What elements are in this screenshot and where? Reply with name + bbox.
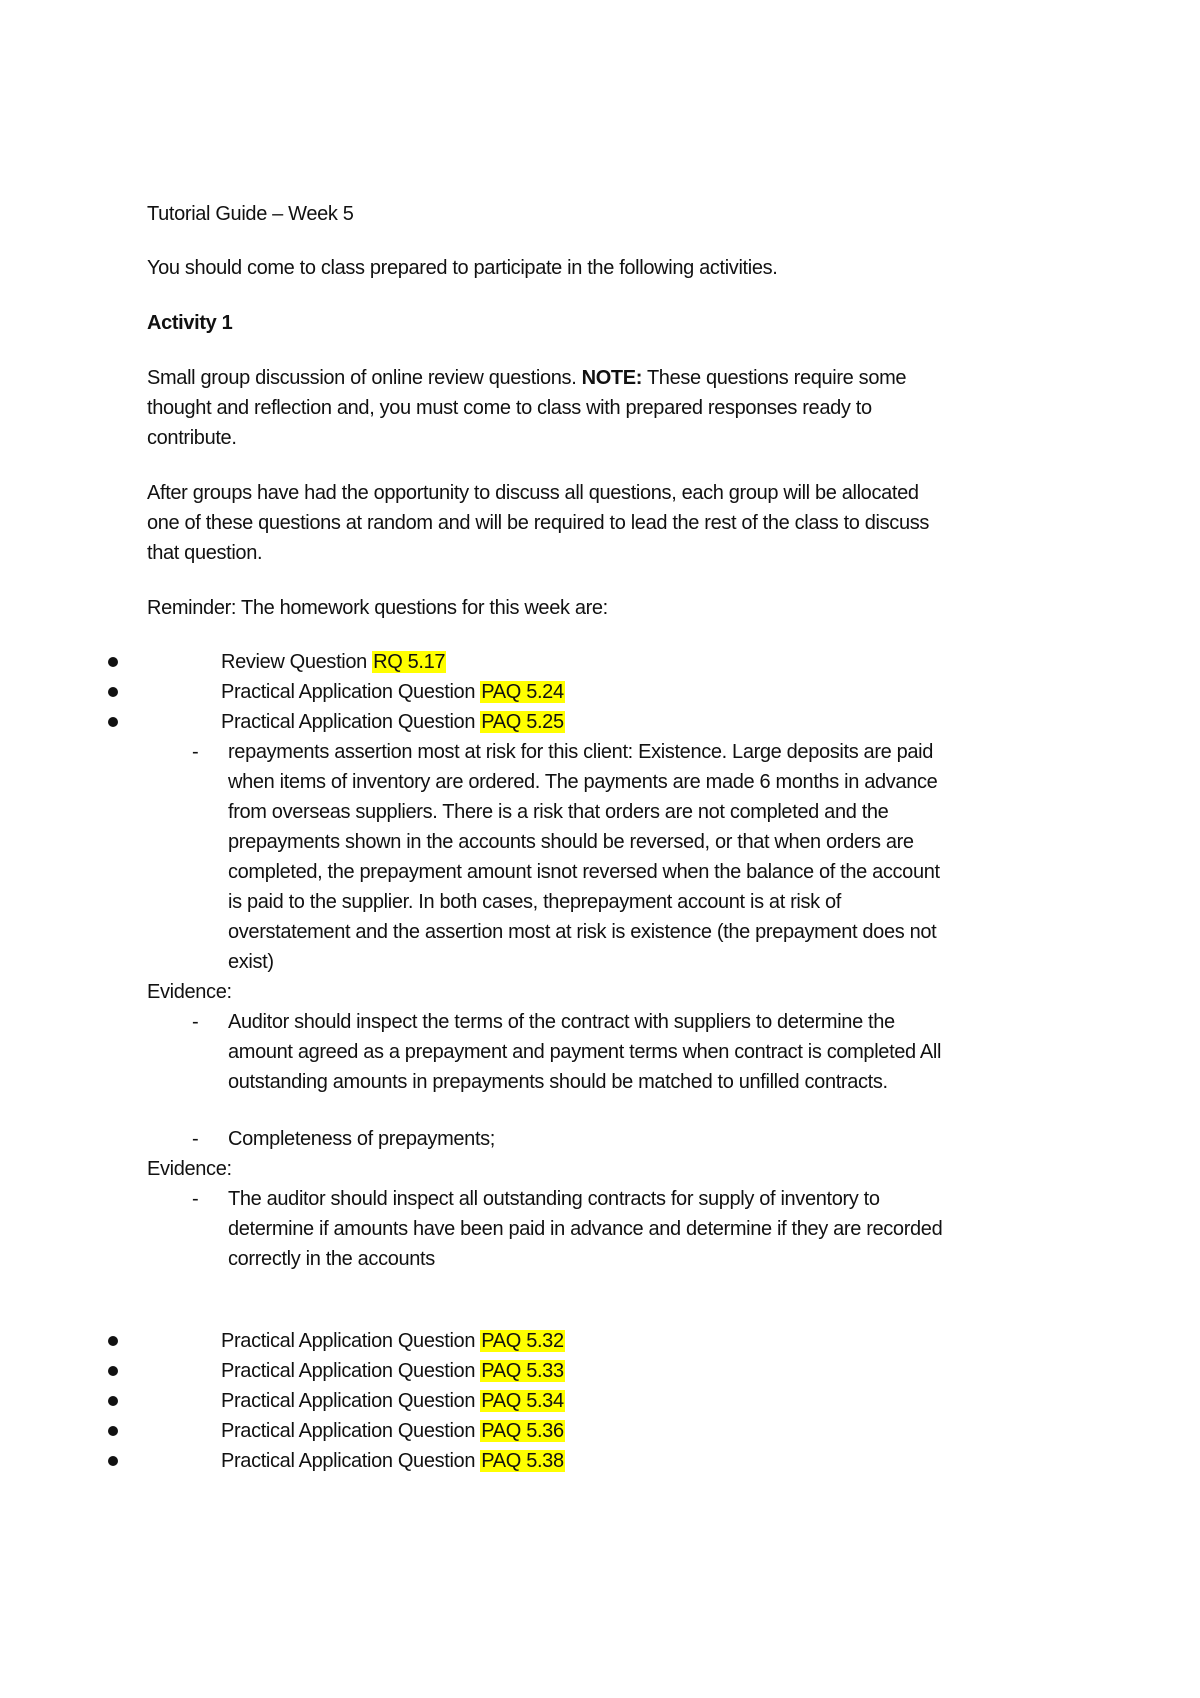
question-label: Practical Application Question <box>221 681 481 703</box>
para1-line3: contribute. <box>147 427 237 449</box>
note-label: NOTE: <box>581 367 643 389</box>
question-code: PAQ 5.33 <box>481 1360 564 1382</box>
para2-line: that question. <box>147 542 263 564</box>
question-label: Practical Application Question <box>221 1420 481 1442</box>
bullet-icon <box>108 1336 118 1346</box>
question-item <box>221 1356 565 1386</box>
bullet-icon <box>108 1456 118 1466</box>
question-item <box>221 1446 565 1476</box>
bullet-icon <box>108 717 118 727</box>
question-code: PAQ 5.38 <box>481 1450 564 1472</box>
question-code: PAQ 5.25 <box>481 711 564 733</box>
document-title: Tutorial Guide – Week 5 <box>147 203 354 225</box>
question-code: PAQ 5.36 <box>481 1420 564 1442</box>
para2-line: After groups have had the opportunity to discuss all questions, each group will be allocated <box>147 482 919 504</box>
dash-marker: - <box>192 741 199 763</box>
evidence-label: Evidence: <box>147 981 232 1003</box>
bullet-icon <box>108 687 118 697</box>
evidence-line: outstanding amounts in prepayments should be matched to unfilled contracts. <box>228 1071 888 1093</box>
evidence-line: correctly in the accounts <box>228 1248 435 1270</box>
question-label: Practical Application Question <box>221 1450 481 1472</box>
evidence-line: The auditor should inspect all outstanding contracts for supply of inventory to <box>228 1188 880 1210</box>
question-label: Practical Application Question <box>221 711 481 733</box>
para1-line2: thought and reflection and, you must come to class with prepared responses ready to <box>147 397 872 419</box>
question-label: Practical Application Question <box>221 1390 481 1412</box>
bullet-icon <box>108 1366 118 1376</box>
question-code: RQ 5.17 <box>373 651 446 673</box>
answer-line: overstatement and the assertion most at risk is existence (the prepayment does not <box>228 921 937 943</box>
bullet-icon <box>108 1396 118 1406</box>
question-item <box>221 1416 565 1446</box>
evidence-line: amount agreed as a prepayment and payment terms when contract is completed All <box>228 1041 942 1063</box>
question-code: PAQ 5.32 <box>481 1330 564 1352</box>
answer-line: completed, the prepayment amount isnot reversed when the balance of the account <box>228 861 940 883</box>
dash-marker: - <box>192 1011 199 1033</box>
para1-line1-pre: Small group discussion of online review questions. <box>147 367 582 389</box>
question-item <box>221 647 446 677</box>
answer-line: from overseas suppliers. There is a risk that orders are not completed and the <box>228 801 889 823</box>
completeness-line: Completeness of prepayments; <box>228 1128 496 1150</box>
dash-marker: - <box>192 1128 199 1150</box>
dash-marker: - <box>192 1188 199 1210</box>
activity-heading: Activity 1 <box>147 312 233 334</box>
question-item <box>221 707 565 737</box>
reminder-text: Reminder: The homework questions for this week are: <box>147 597 608 619</box>
question-label: Review Question <box>221 651 373 673</box>
question-label: Practical Application Question <box>221 1360 481 1382</box>
question-item <box>221 677 565 707</box>
para2-line: one of these questions at random and will be required to lead the rest of the class to discuss <box>147 512 930 534</box>
para1-line1 <box>147 363 906 393</box>
bullet-icon <box>108 657 118 667</box>
question-item <box>221 1326 565 1356</box>
evidence-line: determine if amounts have been paid in advance and determine if they are recorded <box>228 1218 943 1240</box>
question-label: Practical Application Question <box>221 1330 481 1352</box>
bullet-icon <box>108 1426 118 1436</box>
evidence-label: Evidence: <box>147 1158 232 1180</box>
question-item <box>221 1386 565 1416</box>
answer-line: exist) <box>228 951 274 973</box>
answer-line: prepayments shown in the accounts should be reversed, or that when orders are <box>228 831 914 853</box>
answer-line: is paid to the supplier. In both cases, theprepayment account is at risk of <box>228 891 841 913</box>
evidence-line: Auditor should inspect the terms of the contract with suppliers to determine the <box>228 1011 895 1033</box>
question-code: PAQ 5.24 <box>481 681 564 703</box>
question-code: PAQ 5.34 <box>481 1390 564 1412</box>
intro-text: You should come to class prepared to participate in the following activities. <box>147 257 778 279</box>
para1-line1-post: These questions require some <box>642 367 907 389</box>
answer-line: repayments assertion most at risk for this client: Existence. Large deposits are paid <box>228 741 934 763</box>
answer-line: when items of inventory are ordered. The payments are made 6 months in advance <box>228 771 938 793</box>
